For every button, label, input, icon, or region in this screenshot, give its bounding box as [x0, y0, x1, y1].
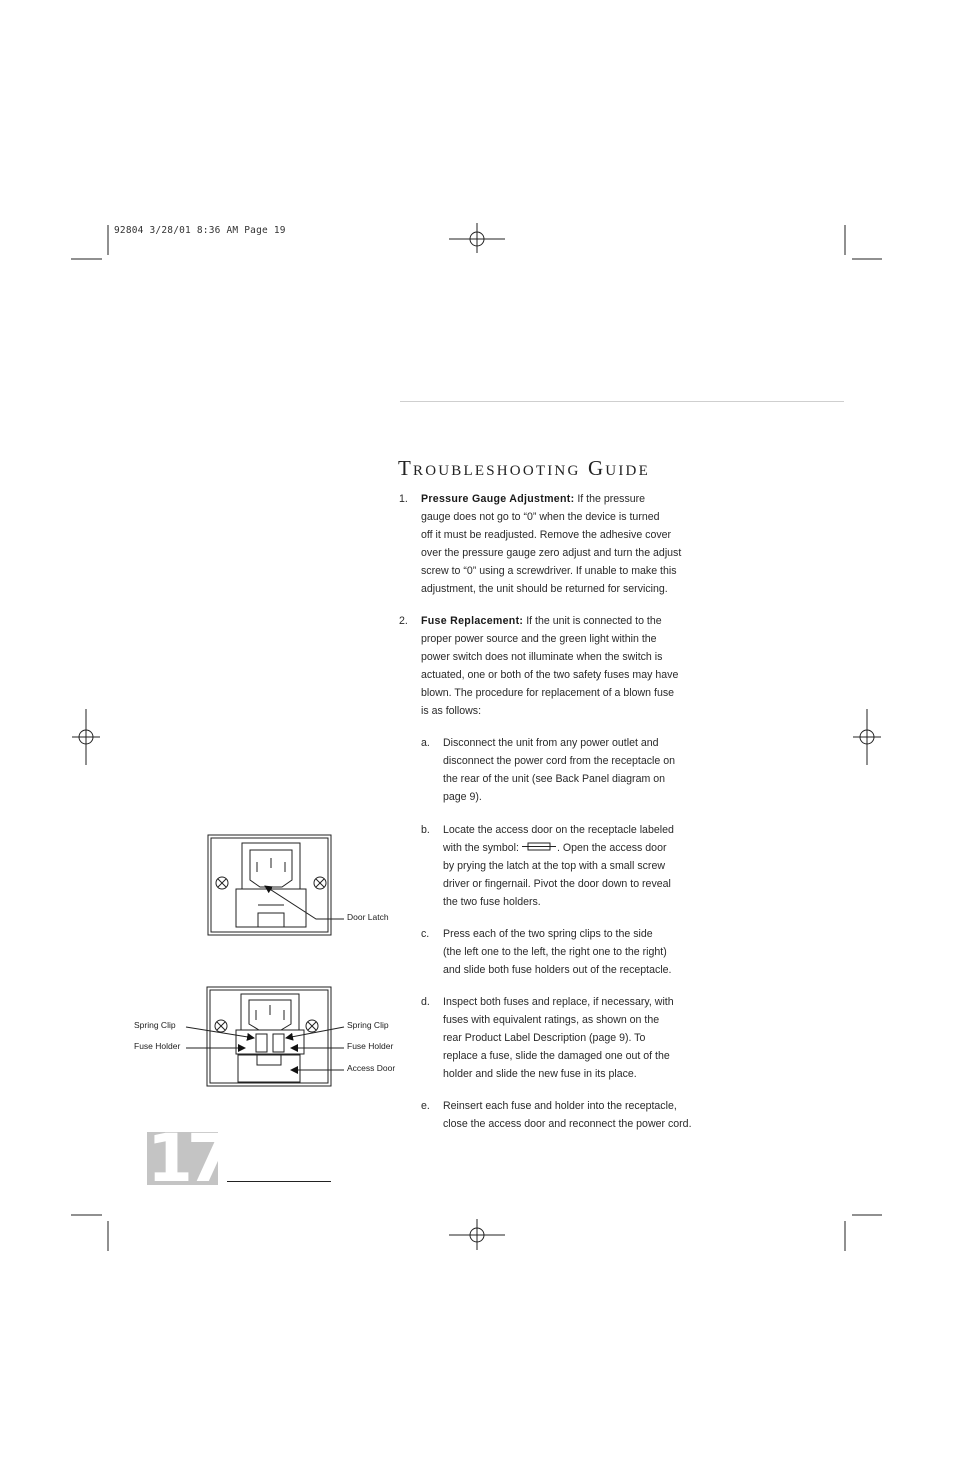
step-line: the two fuse holders. [443, 896, 541, 908]
page-number-rule [227, 1181, 331, 1182]
step-line: with the symbol: [443, 842, 519, 854]
item-heading: Fuse Replacement: [421, 615, 524, 627]
item-line: power switch does not illuminate when the switch is [421, 651, 663, 663]
step-letter: a. [421, 737, 430, 749]
step-line: Reinsert each fuse and holder into the receptacle, [443, 1100, 677, 1112]
step-letter: c. [421, 928, 430, 940]
printer-slug: 92804 3/28/01 8:36 AM Page 19 [114, 225, 286, 236]
step-b [443, 821, 693, 911]
step-line: Press each of the two spring clips to the side [443, 928, 653, 940]
page-title: Troubleshooting Guide [398, 456, 650, 480]
step-line: the rear of the unit (see Back Panel diagram on [443, 773, 666, 785]
step-letter: e. [421, 1100, 430, 1112]
step-a [443, 734, 693, 806]
label-spring-clip-right: Spring Clip [347, 1020, 389, 1030]
label-fuse-holder-right: Fuse Holder [347, 1041, 394, 1051]
step-line: . Open the access door [556, 842, 667, 854]
item-number: 2. [399, 615, 408, 627]
item-line: gauge does not go to “0” when the device is turned [421, 511, 660, 523]
item-line: off it must be readjusted. Remove the adhesive cover [421, 529, 672, 541]
step-line: (the left one to the left, the right one to the right) [443, 946, 667, 958]
step-line: by prying the latch at the top with a small screw [443, 860, 665, 872]
page-number: 17 [147, 1120, 227, 1197]
step-line: driver or fingernail. Pivot the door down to reveal [443, 878, 671, 890]
step-letter: b. [421, 824, 430, 836]
step-e [443, 1097, 693, 1133]
label-access-door: Access Door [347, 1063, 396, 1073]
step-line: Locate the access door on the receptacle labeled [443, 824, 674, 836]
step-line: replace a fuse, slide the damaged one out of the [443, 1050, 670, 1062]
item-line: blown. The procedure for replacement of a blown fuse [421, 687, 675, 699]
step-line: and slide both fuse holders out of the receptacle. [443, 964, 672, 976]
label-door-latch: Door Latch [347, 912, 389, 922]
item-line: adjustment, the unit should be returned for servicing. [421, 583, 668, 595]
page-number-box [147, 1120, 227, 1197]
step-line: close the access door and reconnect the power cord. [443, 1118, 692, 1130]
item-line: actuated, one or both of the two safety fuses may have [421, 669, 679, 681]
step-line: Inspect both fuses and replace, if necessary, with [443, 996, 674, 1008]
item-line: If the pressure [574, 493, 646, 505]
step-line: holder and slide the new fuse in its place. [443, 1068, 637, 1080]
item-line: screw to “0” using a screwdriver. If unable to make this [421, 565, 677, 577]
item-line: proper power source and the green light within the [421, 633, 657, 645]
item-line: If the unit is connected to the [523, 615, 662, 627]
receptacle-closed-diagram [208, 835, 344, 935]
step-line: Disconnect the unit from any power outlet and [443, 737, 659, 749]
step-d [443, 993, 693, 1083]
header-rule [400, 401, 844, 402]
step-line: page 9). [443, 791, 482, 803]
step-line: fuses with equivalent ratings, as shown on the [443, 1014, 660, 1026]
item-fuse-replacement [421, 612, 686, 720]
item-pressure-gauge [421, 490, 686, 598]
label-fuse-holder-left: Fuse Holder [134, 1041, 181, 1051]
step-line: rear Product Label Description (page 9). To [443, 1032, 646, 1044]
item-number: 1. [399, 493, 408, 505]
label-spring-clip-left: Spring Clip [134, 1020, 176, 1030]
item-line: over the pressure gauge zero adjust and turn the adjust [421, 547, 682, 559]
item-line: is as follows: [421, 705, 482, 717]
receptacle-open-diagram [186, 987, 344, 1086]
step-letter: d. [421, 996, 430, 1008]
step-line: disconnect the power cord from the receptacle on [443, 755, 676, 767]
step-c [443, 925, 693, 979]
item-heading: Pressure Gauge Adjustment: [421, 493, 575, 505]
